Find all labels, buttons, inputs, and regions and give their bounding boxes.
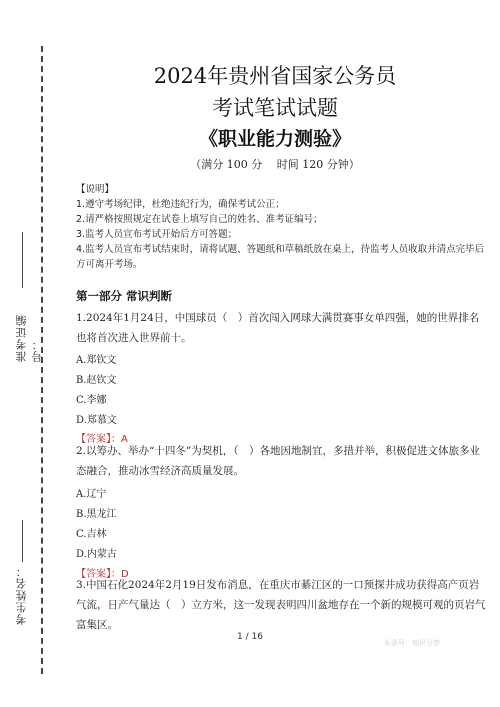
- question-option: C.吉林: [76, 529, 107, 540]
- question-option: D.郑慕文: [76, 415, 117, 426]
- instructions-heading: 【说明】: [76, 184, 115, 195]
- instruction-item: 1.遵守考场纪律，杜绝违纪行为，确保考试公正；: [76, 199, 285, 210]
- instruction-item: 2.请严格按照规定在试卷上填写自己的姓名、准考证编号；: [76, 214, 323, 225]
- exam-title-line2: 考试笔试试题: [212, 96, 338, 120]
- page-number: 1 / 16: [237, 632, 263, 642]
- answer-label: 【答案】：D: [76, 569, 129, 580]
- answer-label: 【答案】：A: [76, 434, 128, 445]
- question-stem: 3.中国石化2024年2月19日发布消息，在重庆市綦江区的一口预探井成功获得高产页岩气流，日产气量达（ ）立方米，这一发现表明四川盆地存在一个新的规模可观的页岩气富集区。: [76, 579, 486, 631]
- exam-title-line1: 2024年贵州省国家公务员: [153, 64, 397, 88]
- instruction-item: 3.监考人员宣布考试开始后方可答题；: [76, 229, 238, 240]
- section-title: 第一部分 常识判断: [76, 289, 173, 303]
- question-stem: 2.以筹办、举办“十四冬”为契机，（ ）各地因地制宜，多措并举，积极促进文体旅多业态融合，推动冰雪经济高质量发展。: [76, 445, 481, 477]
- question-stem: 1.2024年1月24日，中国球员（ ）首次闯入网球大满贯赛事女单四强，她的世界排名也将首次进入世界前十。: [76, 312, 480, 344]
- question-option: B.赵钦文: [76, 375, 117, 386]
- instructions-block: [76, 182, 486, 272]
- exam-subject-title: 《职业能力测验》: [198, 128, 351, 150]
- instruction-item: 4.监考人员宣布考试结束时，请将试题、答题纸和草稿纸放在桌上，待监考人员收取并清点完毕后方可离开考场。: [76, 244, 485, 270]
- question-option: D.内蒙古: [76, 549, 117, 560]
- question-option: C.李娜: [76, 395, 107, 406]
- exam-meta: （满分 100 分 时间 120 分钟）: [190, 158, 360, 171]
- question-option: A.郑钦文: [76, 355, 117, 366]
- watermark: 头条号：知识分享: [384, 639, 440, 647]
- candidate-name-label: 考生姓名：: [15, 565, 28, 625]
- question-option: B.黑龙江: [76, 509, 117, 520]
- candidate-name-line: [22, 520, 23, 562]
- candidate-number-label: 准考证编号：: [15, 314, 44, 362]
- candidate-number-line: [22, 232, 23, 288]
- question-option: A.辽宁: [76, 489, 107, 500]
